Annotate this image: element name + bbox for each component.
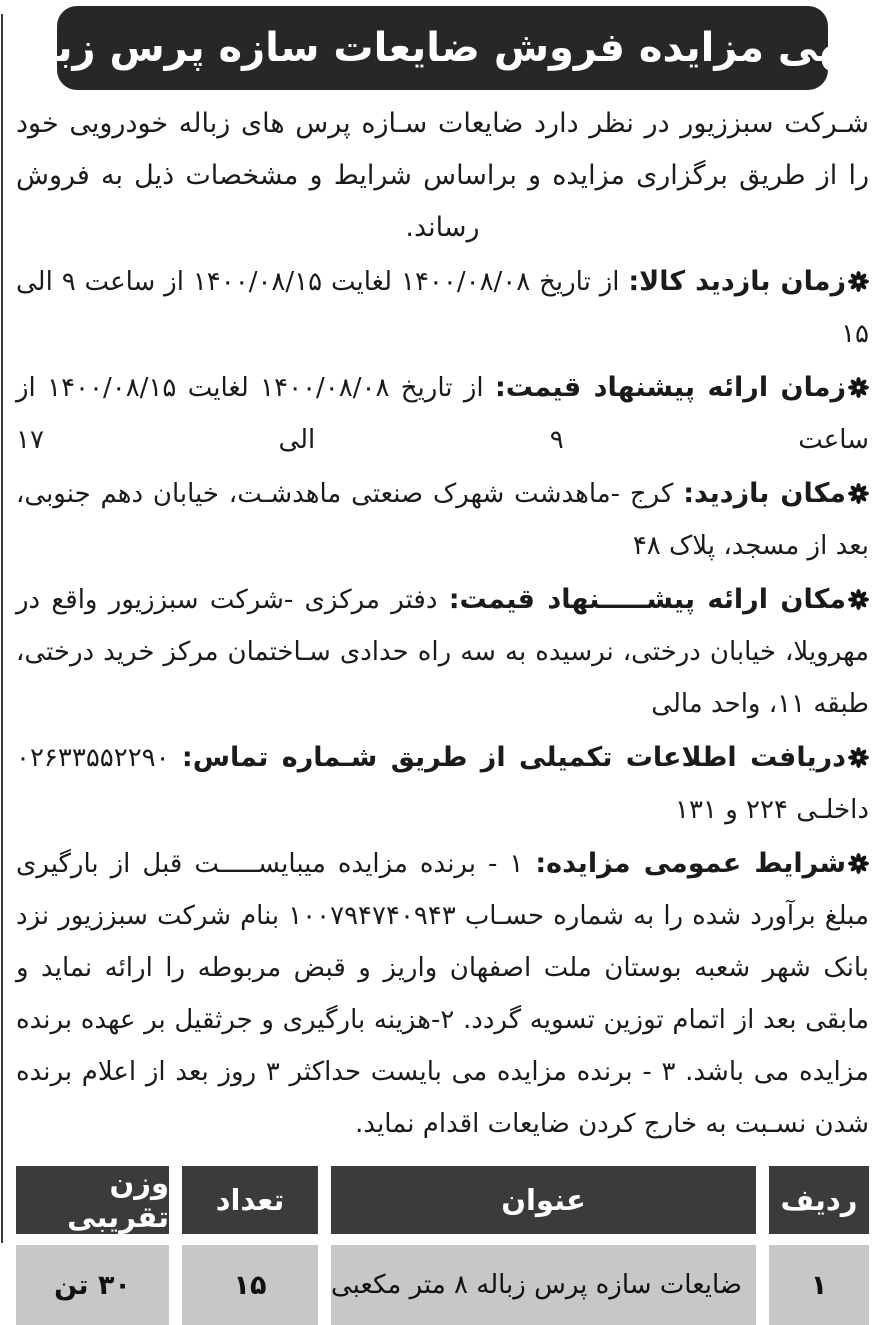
item-label: زمان بازدید کالا: <box>628 266 846 297</box>
newspaper-ad <box>0 6 885 1301</box>
table-cell-title: ضایعات سازه پرس زباله ۸ متر مکعبی <box>331 1245 756 1325</box>
item-offer-place <box>16 574 869 730</box>
item-label: مکان ارائه پیشـــــنهاد قیمت: <box>448 584 847 615</box>
item-contact <box>16 732 869 836</box>
table-header-quantity: تعداد <box>182 1166 318 1234</box>
item-text: ۱ - برنده مزایده میبایســـــت قبل از بارگیری مبلغ برآورد شده را به شماره حسـاب ۱۰۰۷۹۴۷۴۰۹۴۳ بنام شرکت سبززیور نزد بانک شهر شعبه بوستان ملت اصفهان واریز و قبض مربوطه را ارائه نماید و مابقی بعد از اتمام توزین تسویه گردد. ۲-هزینه بارگیری و جرثقیل بر عهده برنده مزایده می باشد. ۳ - برنده مزایده می بایست حداکثر ۳ روز بعد از اعلام برنده شدن نسـبت به خارج کردن ضایعات اقدام نماید. <box>16 849 869 1139</box>
item-text: از تاریخ ۱۴۰۰/۰۸/۰۸ لغایت ۱۴۰۰/۰۸/۱۵ از ساعت ۹ الی ۱۷ <box>16 373 869 455</box>
item-general-terms <box>16 838 869 1150</box>
asterisk-icon <box>848 483 869 504</box>
item-label: مکان بازدید: <box>683 478 847 509</box>
table-header-title: عنوان <box>331 1166 756 1234</box>
item-visit-place <box>16 468 869 572</box>
table-header-row-number: ردیف <box>769 1166 869 1234</box>
item-text: کرج -ماهدشت شهرک صنعتی ماهدشـت، خیابان دهم جنوبی، بعد از مسجد، پلاک ۴۸ <box>16 479 869 561</box>
ad-title: آگهی مزایده فروش ضایعات سازه پرس زباله <box>3 25 882 71</box>
item-text: از تاریخ ۱۴۰۰/۰۸/۰۸ لغایت ۱۴۰۰/۰۸/۱۵ از ساعت ۹ الی ۱۵ <box>16 267 869 349</box>
table-cell-quantity: ۱۵ <box>182 1245 318 1325</box>
item-label: شرایط عمومی مزایده: <box>535 848 846 879</box>
asterisk-icon <box>848 377 869 398</box>
item-text: دفتر مرکزی -شرکت سبززیور واقع در مهرویلا، خیابان درختی، نرسیده به سه راه حدادی سـاختمان مرکز خرید درختی، طبقه ۱۱، واحد مالی <box>16 585 869 719</box>
column-rule <box>1 14 3 1243</box>
item-text: ۰۲۶۳۳۵۵۲۲۹۰ داخلـی ۲۲۴ و ۱۳۱ <box>16 743 869 825</box>
item-label: دریافت اطلاعات تکمیلی از طریق شـماره تماس: <box>181 742 847 773</box>
table-cell-row-number: ۱ <box>769 1245 869 1325</box>
ad-body <box>0 90 885 1150</box>
item-label: زمان ارائه پیشنهاد قیمت: <box>494 372 846 403</box>
table-cell-approx-weight: ۳۰ تن <box>16 1245 169 1325</box>
asterisk-icon <box>848 589 869 610</box>
asterisk-icon <box>848 271 869 292</box>
spec-table <box>16 1166 869 1325</box>
table-header-approx-weight: وزن تقریبی <box>16 1166 169 1234</box>
asterisk-icon <box>848 853 869 874</box>
asterisk-icon <box>848 747 869 768</box>
item-offer-time <box>16 362 869 466</box>
item-visit-time <box>16 256 869 360</box>
ad-title-banner <box>3 6 882 90</box>
intro-paragraph: شـرکت سبززیور در نظر دارد ضایعات سـازه پرس های زباله خودرویی خود را از طریق برگزاری مزایده و براساس شرایط و مشخصات ذیل به فروش رساند. <box>16 108 869 243</box>
